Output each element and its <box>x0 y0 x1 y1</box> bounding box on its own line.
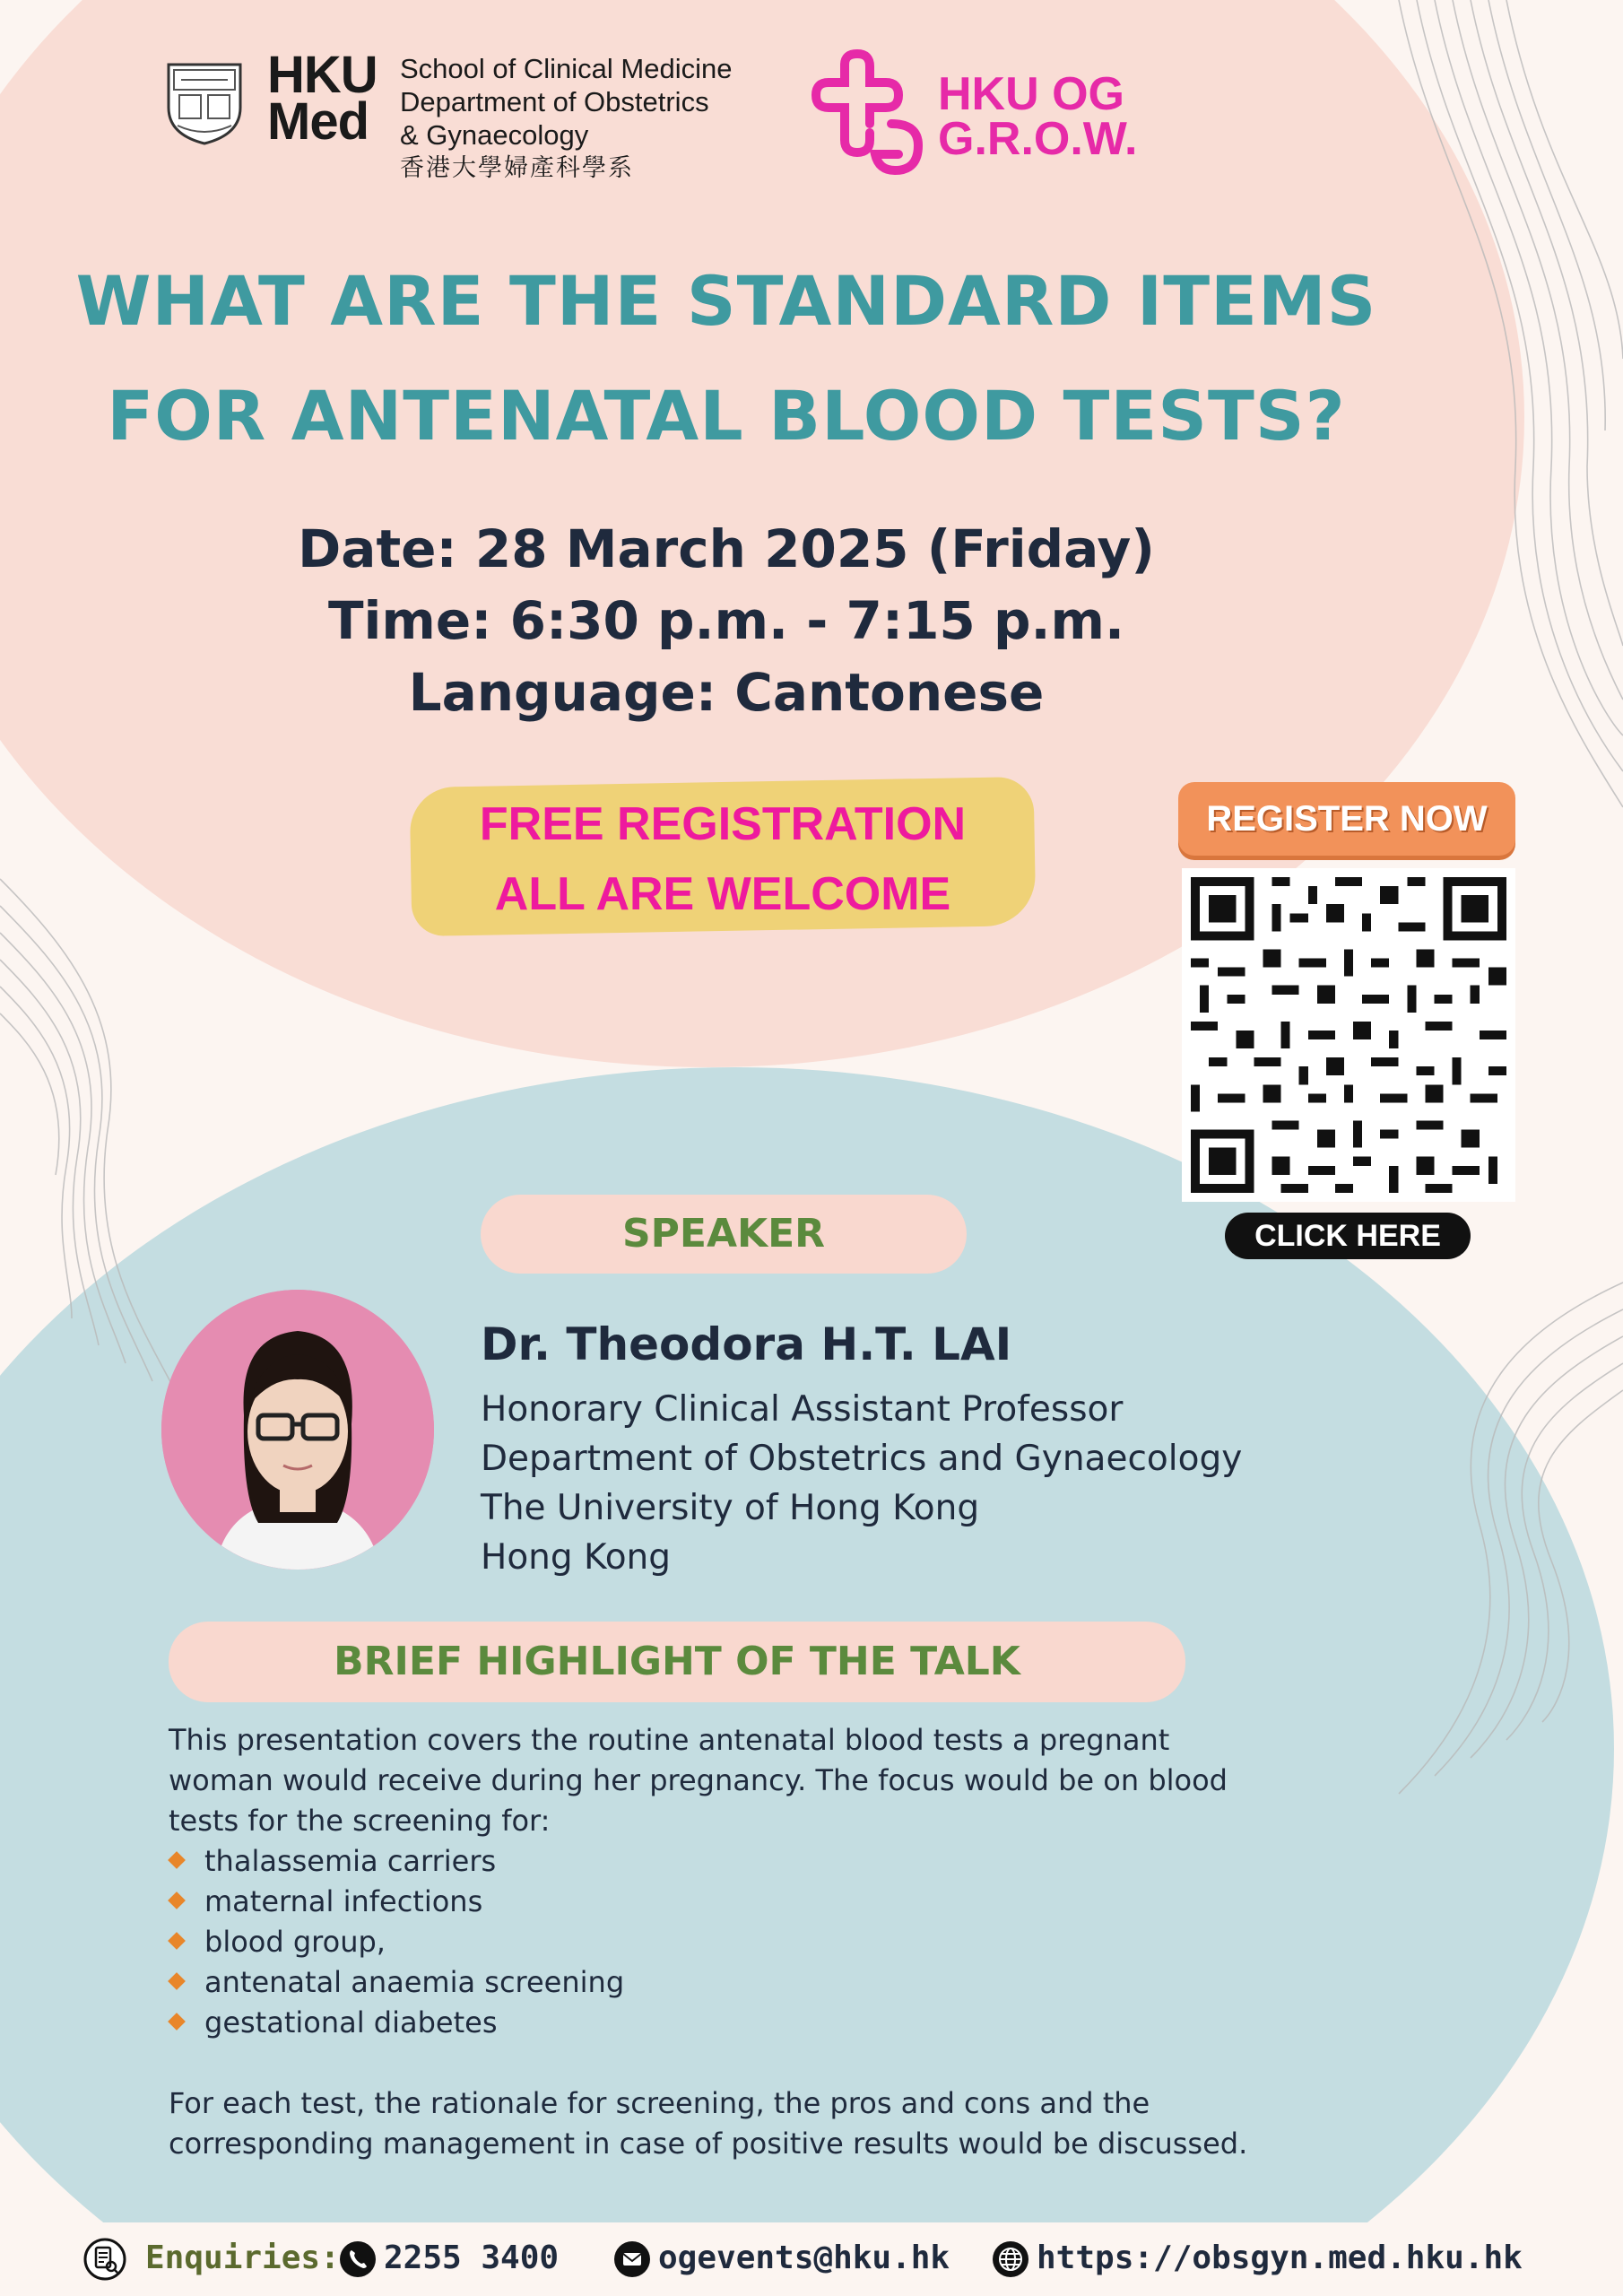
grow-text: G.R.O.W. <box>938 113 1138 165</box>
speaker-details <box>481 1385 1242 1582</box>
hku-crest-logo <box>163 56 246 145</box>
diamond-bullet-icon <box>168 1932 186 1950</box>
diamond-bullet-icon <box>168 1972 186 1990</box>
free-registration-line: FREE REGISTRATION <box>479 798 967 850</box>
list-item-text: antenatal anaemia screening <box>204 1965 625 1999</box>
school-line: School of Clinical Medicine <box>400 53 733 84</box>
list-item-text: thalassemia carriers <box>204 1844 497 1878</box>
speaker-name: Dr. Theodora H.T. LAI <box>481 1318 1012 1370</box>
speaker-department: Department of Obstetrics and Gynaecology <box>481 1439 1243 1479</box>
hku-text: HKU <box>267 46 378 104</box>
email-link[interactable]: ogevents@hku.hk <box>658 2239 950 2276</box>
title-line: WHAT ARE THE STANDARD ITEMS <box>75 261 1377 341</box>
register-now-button[interactable]: REGISTER NOW <box>1178 782 1515 856</box>
event-date: Date: 28 March 2025 (Friday) <box>298 518 1155 579</box>
diamond-bullet-icon <box>168 2013 186 2031</box>
med-text: Med <box>267 92 369 151</box>
event-time: Time: 6:30 p.m. - 7:15 p.m. <box>327 590 1124 651</box>
og-grow-wordmark <box>938 68 1138 165</box>
enquiry-icon <box>82 2237 127 2282</box>
event-language: Language: Cantonese <box>408 662 1045 723</box>
list-item <box>169 1841 1334 1882</box>
speaker-location: Hong Kong <box>481 1537 672 1578</box>
page-title <box>36 244 1417 474</box>
og-text: HKU OG <box>938 68 1124 120</box>
click-here-button[interactable]: CLICK HERE <box>1225 1213 1471 1259</box>
school-name <box>400 52 732 185</box>
talk-closing: For each test, the rationale for screening, the pros and cons and the corresponding management in case of positive results would be discussed. <box>169 2086 1248 2161</box>
list-item <box>169 1922 1334 1962</box>
phone-icon <box>339 2240 377 2278</box>
talk-description <box>169 1720 1334 2164</box>
list-item-text: gestational diabetes <box>204 2005 498 2039</box>
og-grow-logo-icon <box>793 47 936 181</box>
hku-med-wordmark <box>267 46 378 151</box>
school-line: Department of Obstetrics <box>400 86 709 117</box>
speaker-portrait-illustration <box>161 1290 434 1570</box>
event-details <box>179 513 1273 728</box>
diamond-bullet-icon <box>168 1892 186 1909</box>
speaker-photo <box>161 1290 434 1570</box>
email-icon <box>613 2240 651 2278</box>
screening-list <box>169 1841 1334 2043</box>
enquiries-label: Enquiries: <box>145 2239 340 2276</box>
diamond-bullet-icon <box>168 1851 186 1869</box>
phone-number[interactable]: 2255 3400 <box>384 2239 560 2276</box>
speaker-title: Honorary Clinical Assistant Professor <box>481 1389 1124 1430</box>
talk-highlight-heading: BRIEF HIGHLIGHT OF THE TALK <box>169 1622 1185 1702</box>
school-line: & Gynaecology <box>400 119 589 151</box>
list-item-text: maternal infections <box>204 1884 483 1918</box>
registration-qr-code[interactable] <box>1182 868 1515 1202</box>
list-item <box>169 1962 1334 2003</box>
list-item-text: blood group, <box>204 1925 386 1959</box>
free-registration-text <box>411 789 1035 929</box>
globe-icon <box>992 2240 1029 2278</box>
website-link[interactable]: https://obsgyn.med.hku.hk <box>1037 2239 1523 2276</box>
all-welcome-line: ALL ARE WELCOME <box>494 868 951 920</box>
list-item <box>169 2003 1334 2043</box>
school-chinese-name: 香港大學婦產科學系 <box>400 154 634 181</box>
title-line: FOR ANTENATAL BLOOD TESTS? <box>107 376 1346 456</box>
speaker-university: The University of Hong Kong <box>481 1488 980 1528</box>
list-item <box>169 1882 1334 1922</box>
talk-intro: This presentation covers the routine antenatal blood tests a pregnant woman would receive during her pregnancy. The focus would be on blood tests for the screening for: <box>169 1723 1228 1838</box>
speaker-heading: SPEAKER <box>481 1195 967 1274</box>
